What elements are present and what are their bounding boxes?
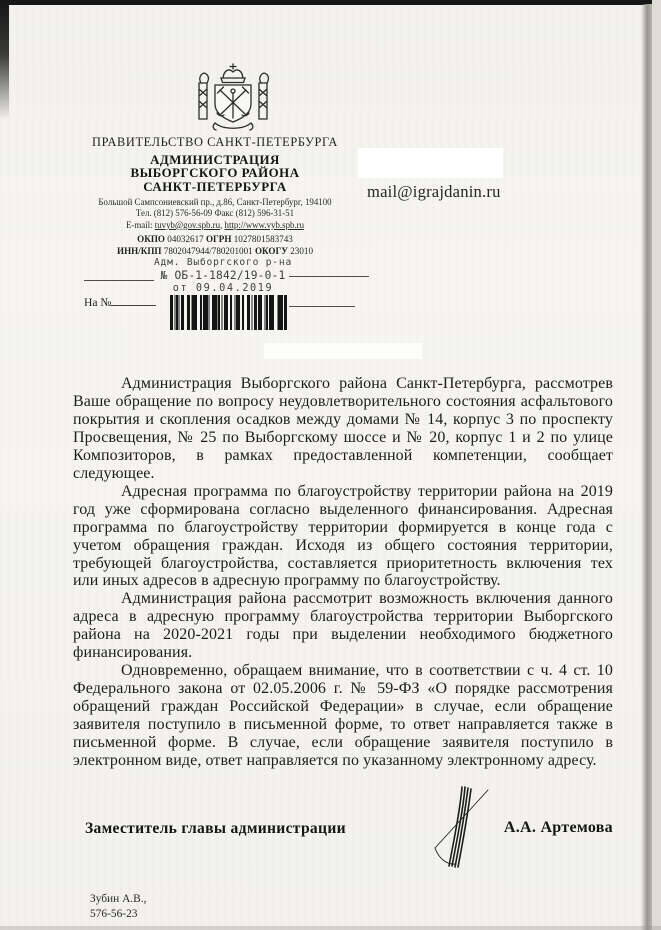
- okpo-value: 04032617: [167, 234, 204, 244]
- registration-stamp: [148, 257, 298, 294]
- okpo-ogrn-line: [55, 234, 375, 246]
- scan-edge-right-strip: [652, 0, 661, 930]
- ogrn-label: ОГРН: [205, 234, 232, 244]
- scan-edge-bottom: [0, 926, 661, 930]
- signer-title: Заместитель главы администрации: [85, 820, 346, 837]
- email-link: tuvyb@gov.spb.ru: [154, 219, 221, 230]
- na-no-blank: [111, 294, 156, 306]
- registry-codes: [55, 234, 375, 257]
- inn-okogu-line: [55, 246, 375, 258]
- reference-rule-right-1: [289, 276, 369, 277]
- paragraph-4: Одновременно, обращаем внимание, что в соответствии с ч. 4 ст. 10 Федерального закона от 02.05.2006 г. № 59-ФЗ «О порядке рассмотрения обращений граждан Российской Федерации» в случае, если обращение заявителя поступило в письменной форме, то ответ направляется также в письменной форме. В случае, если обращение заявителя поступило в электронном виде, ответ направляется по указанному электронному адресу.: [73, 662, 613, 770]
- okpo-label: ОКПО: [137, 234, 165, 244]
- stamp-department: Адм. Выборгского р-на: [153, 257, 293, 268]
- coat-of-arms-icon: [181, 62, 285, 134]
- paragraph-3: Администрация района рассмотрит возможность включения данного адреса в адресную программу благоустройства территории Выборгского района на 2020-2021 годы при выделении необходимого бюджетного финансирования.: [73, 590, 613, 662]
- signer-name: А.А. Артемова: [503, 819, 613, 836]
- reference-rule-right-2: [289, 306, 355, 307]
- stamp-date: от 09.04.2019: [172, 283, 274, 294]
- paragraph-1: Администрация Выборгского района Санкт-Петербурга, рассмотрев Ваше обращение по вопросу неудовлетворительного состояния асфальтового покрытия и скопления осадков между домами № 14, корпус 3 по проспекту Просвещения, № 25 по Выборгскому шоссе и № 20, корпус 1 и 2 по улице Композиторов, в рамках предоставленной компетенции, сообщает следующее.: [73, 375, 613, 482]
- executor-phone: 576-56-23: [90, 907, 138, 920]
- scan-edge-top: [0, 0, 661, 5]
- website-link: http://www.vyb.spb.ru: [224, 219, 305, 230]
- org-line-1: АДМИНИСТРАЦИЯ: [150, 153, 280, 167]
- executor-name: Зубин А.В.,: [90, 893, 147, 905]
- org-line-2: ВЫБОРГСКОГО РАЙОНА: [130, 166, 300, 181]
- redaction-box-body: [264, 343, 422, 359]
- incoming-reference-line: [84, 294, 156, 309]
- organization-name: [55, 154, 375, 194]
- redaction-box-recipient: [358, 148, 503, 178]
- email-separator: ,: [220, 219, 223, 230]
- paragraph-2: Адресная программа по благоустройству территории района на 2019 год уже сформирована согласно выделенного финансирования. Адресная программа по благоустройству территории формируется в конце года с учетом обращения граждан. Исходя из общего состояния территории, требующей благоустройства, составляется приоритетность включения тех или иных адресов в адресную программу по благоустройству.: [73, 482, 613, 590]
- inn-label: ИНН/КПП: [117, 245, 162, 256]
- phone-fax-line: Тел. (812) 576-56-09 Факс (812) 596-31-51: [135, 208, 295, 219]
- email-website-line: [55, 220, 375, 231]
- org-line-3: САНКТ-ПЕТЕРБУРГА: [143, 179, 287, 194]
- scan-edge-left: [0, 0, 9, 120]
- postal-address: Большой Сампсониевский пр., д.86, Санкт-Петербург, 194100: [98, 197, 332, 207]
- okogu-label: ОКОГУ: [254, 245, 288, 256]
- ogrn-value: 1027801583743: [233, 234, 293, 244]
- contact-block: [55, 197, 375, 231]
- executor-block: [90, 892, 146, 921]
- letter-body: [73, 375, 613, 770]
- government-title: ПРАВИТЕЛЬСТВО САНКТ-ПЕТЕРБУРГА: [92, 135, 338, 149]
- stamp-number: № ОБ-1-1842/19-0-1: [160, 269, 286, 282]
- scan-edge-right-shadow: [641, 4, 652, 930]
- registration-barcode: [170, 295, 289, 330]
- reference-rule-left: [84, 280, 154, 281]
- handwritten-signature: [432, 784, 504, 872]
- inn-value: 7802047944/780201001: [163, 245, 253, 256]
- recipient-email: mail@igrajdanin.ru: [367, 182, 501, 201]
- email-label: E-mail:: [125, 219, 153, 230]
- okogu-value: 23010: [290, 245, 313, 256]
- na-no-label: На №: [84, 296, 112, 309]
